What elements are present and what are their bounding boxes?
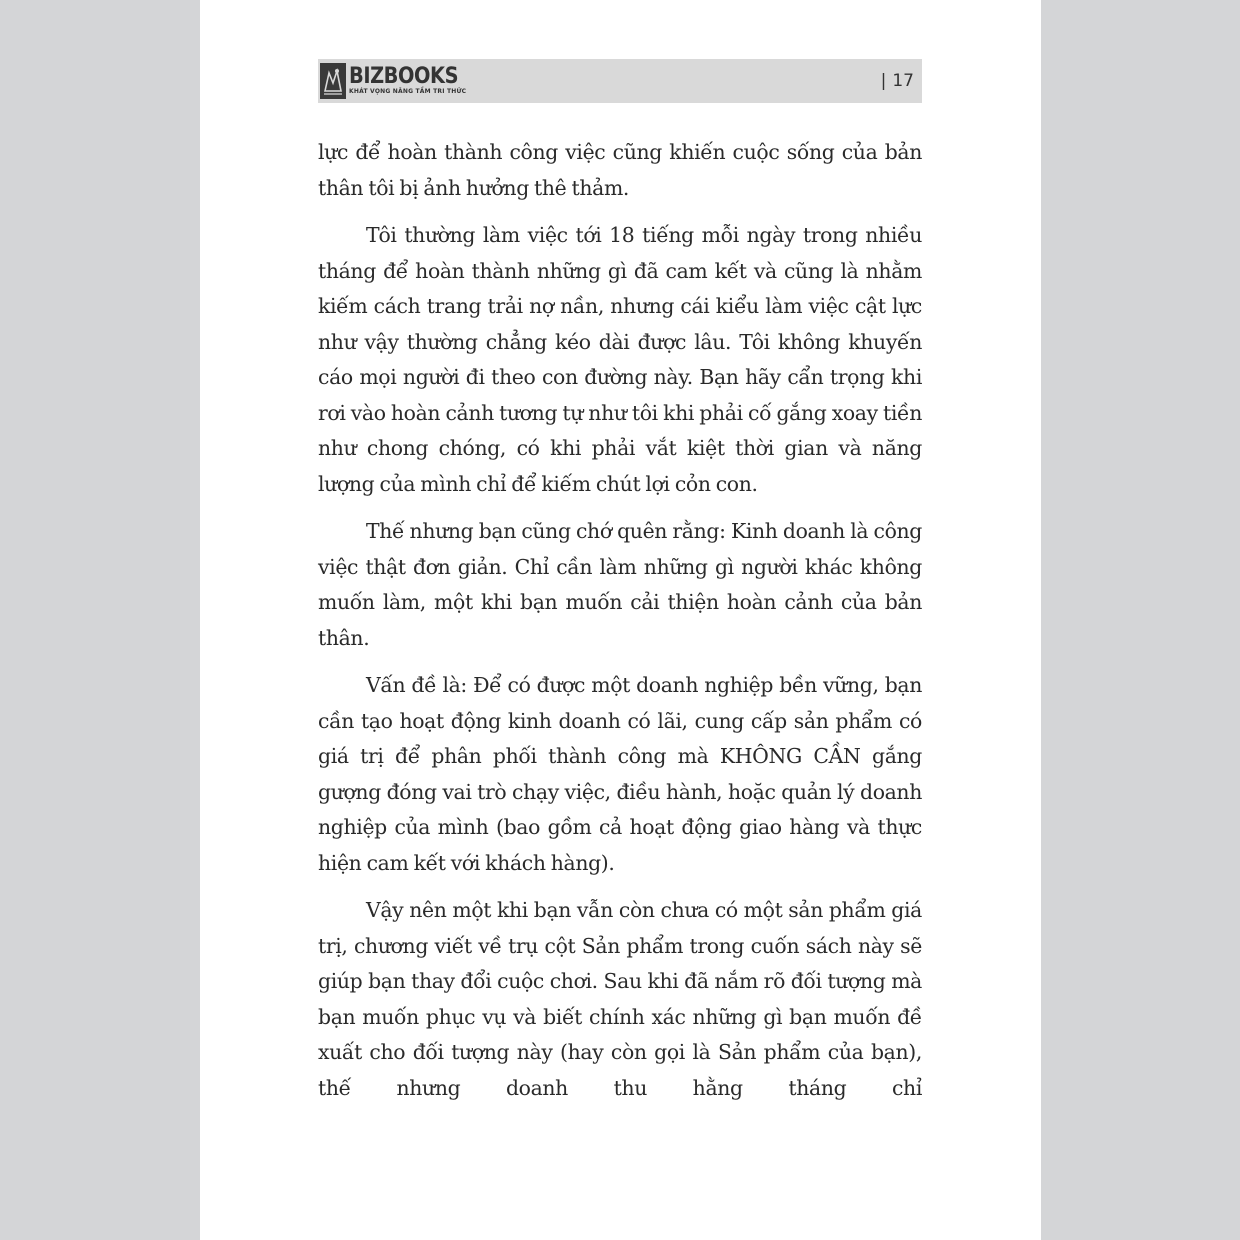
paragraph-5: Vậy nên một khi bạn vẫn còn chưa có một sản phẩm giá trị, chương viết về trụ cột Sản phẩm trong cuốn sách này sẽ giúp bạn thay đổi cuộc chơi. Sau khi đã nắm rõ đối tượng mà bạn muốn phục vụ và biết chính xác những gì bạn muốn đề xuất cho đối tượng này (hay còn gọi là Sản phẩm của bạn), thế nhưng doanh thu hằng tháng chỉ: [318, 898, 922, 1100]
paragraph-3: Thế nhưng bạn cũng chớ quên rằng: Kinh doanh là công việc thật đơn giản. Chỉ cần làm những gì người khác không muốn làm, một khi bạn muốn cải thiện hoàn cảnh của bản thân.: [318, 519, 922, 650]
paragraph-2: Tôi thường làm việc tới 18 tiếng mỗi ngày trong nhiều tháng để hoàn thành những gì đã cam kết và cũng là nhằm kiếm cách trang trải nợ nần, nhưng cái kiểu làm việc cật lực như vậy thường chẳng kéo dài được lâu. Tôi không khuyến cáo mọi người đi theo con đường này. Bạn hãy cẩn trọng khi rơi vào hoàn cảnh tương tự như tôi khi phải cố gắng xoay tiền như chong chóng, có khi phải vắt kiệt thời gian và năng lượng của mình chỉ để kiếm chút lợi cỏn con.: [318, 223, 922, 496]
paragraph-4: Vấn đề là: Để có được một doanh nghiệp bền vững, bạn cần tạo hoạt động kinh doanh có lãi, cung cấp sản phẩm có giá trị để phân phối thành công mà KHÔNG CẦN gắng gượng đóng vai trò chạy việc, điều hành, hoặc quản lý doanh nghiệp của mình (bao gồm cả hoạt động giao hàng và thực hiện cam kết với khách hàng).: [318, 673, 922, 875]
logo-name: BIZBOOKS: [349, 64, 459, 89]
logo-tagline: KHÁT VỌNG NÂNG TẦM TRI THỨC: [349, 88, 467, 95]
running-header: [318, 59, 922, 103]
page-number: [881, 70, 914, 92]
publisher-logo: [320, 61, 473, 101]
body-text: [318, 135, 922, 1118]
bizbooks-logo-icon: [320, 63, 346, 99]
page-number-separator: |: [880, 71, 887, 91]
page-number-value: 17: [892, 71, 914, 91]
book-page: [200, 0, 1041, 1240]
paragraph-1: lực để hoàn thành công việc cũng khiến cuộc sống của bản thân tôi bị ảnh hưởng thê thảm.: [318, 140, 922, 200]
